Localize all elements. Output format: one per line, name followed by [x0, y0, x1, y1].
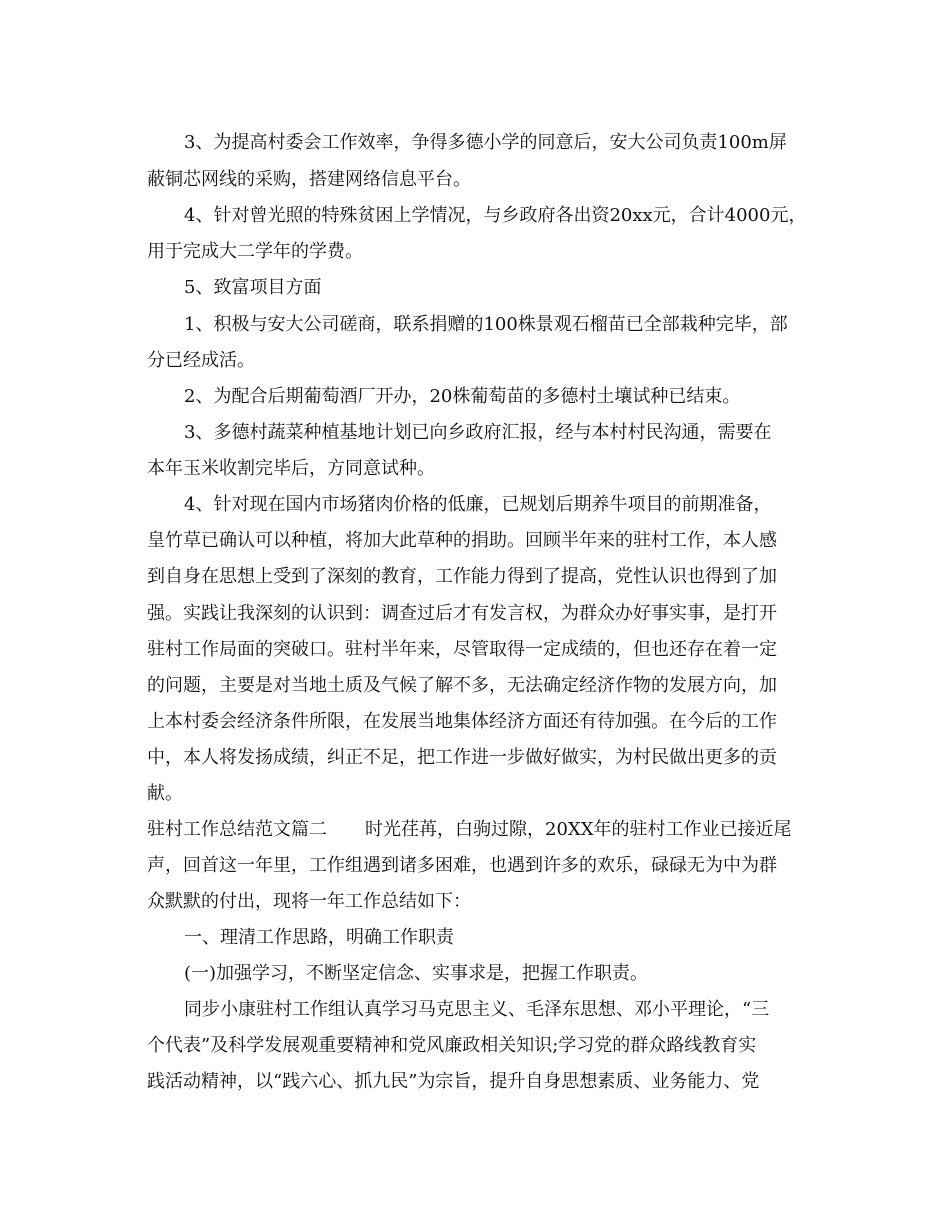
- section-title: 驻村工作总结范文篇二: [147, 819, 327, 840]
- text-line: 4、针对现在国内市场猪肉价格的低廉，已规划后期养牛项目的前期准备，: [184, 494, 772, 515]
- text-line: 强。实践让我深刻的认识到：调查过后才有发言权，为群众办好事实事，是打开: [147, 603, 777, 624]
- text-line: 献。: [147, 783, 183, 804]
- section-intro-text: 时光荏苒，白驹过隙，20XX年的驻村工作业已接近尾: [365, 819, 792, 840]
- text-line: 一、理清工作思路，明确工作职责: [184, 927, 454, 948]
- text-line: 同步小康驻村工作组认真学习马克思主义、毛泽东思想、邓小平理论，“三: [184, 999, 770, 1020]
- text-line: 5、致富项目方面: [184, 277, 322, 298]
- text-line: 践活动精神，以“践六心、抓九民”为宗旨，提升自身思想素质、业务能力、党: [147, 1071, 760, 1092]
- text-line: 本年玉米收割完毕后，方同意试种。: [147, 458, 435, 479]
- text-line: 声，回首这一年里，工作组遇到诸多困难，也遇到许多的欢乐，碌碌无为中为群: [147, 855, 777, 876]
- text-line: 众默默的付出，现将一年工作总结如下：: [147, 891, 471, 912]
- text-line: 2、为配合后期葡萄酒厂开办，20株葡萄苗的多德村土壤试种已结束。: [184, 386, 741, 407]
- text-line: 中，本人将发扬成绩，纠正不足，把工作进一步做好做实，为村民做出更多的贡: [147, 747, 777, 768]
- text-line: 4、针对曾光照的特殊贫困上学情况，与乡政府各出资20xx元，合计4000元，: [184, 205, 807, 226]
- text-line: 上本村委会经济条件所限，在发展当地集体经济方面还有待加强。在今后的工作: [147, 711, 777, 732]
- text-line: 分已经成活。: [147, 350, 255, 371]
- text-line: 用于完成大二学年的学费。: [147, 241, 363, 262]
- text-line: 蔽铜芯网线的采购，搭建网络信息平台。: [147, 169, 471, 190]
- text-line: 3、多德村蔬菜种植基地计划已向乡政府汇报，经与本村村民沟通，需要在: [184, 422, 772, 443]
- text-line: 1、积极与安大公司磋商，联系捐赠的100株景观石榴苗已全部栽种完毕，部: [184, 314, 788, 335]
- text-line: (一)加强学习，不断坚定信念、实事求是，把握工作职责。: [184, 963, 649, 984]
- text-line: 皇竹草已确认可以种植，将加大此草种的捐助。回顾半年来的驻村工作，本人感: [147, 530, 777, 551]
- text-line: 的问题，主要是对当地土质及气候了解不多，无法确定经济作物的发展方向，加: [147, 675, 777, 696]
- text-line: 个代表”及科学发展观重要精神和党风廉政相关知识;学习党的群众路线教育实: [147, 1035, 757, 1056]
- text-line: 3、为提高村委会工作效率，争得多德小学的同意后，安大公司负责100m屏: [184, 132, 787, 153]
- section-title-line: [147, 818, 827, 842]
- text-line: 驻村工作局面的突破口。驻村半年来，尽管取得一定成绩的，但也还存在着一定: [147, 639, 777, 660]
- text-line: 到自身在思想上受到了深刻的教育，工作能力得到了提高，党性认识也得到了加: [147, 566, 777, 587]
